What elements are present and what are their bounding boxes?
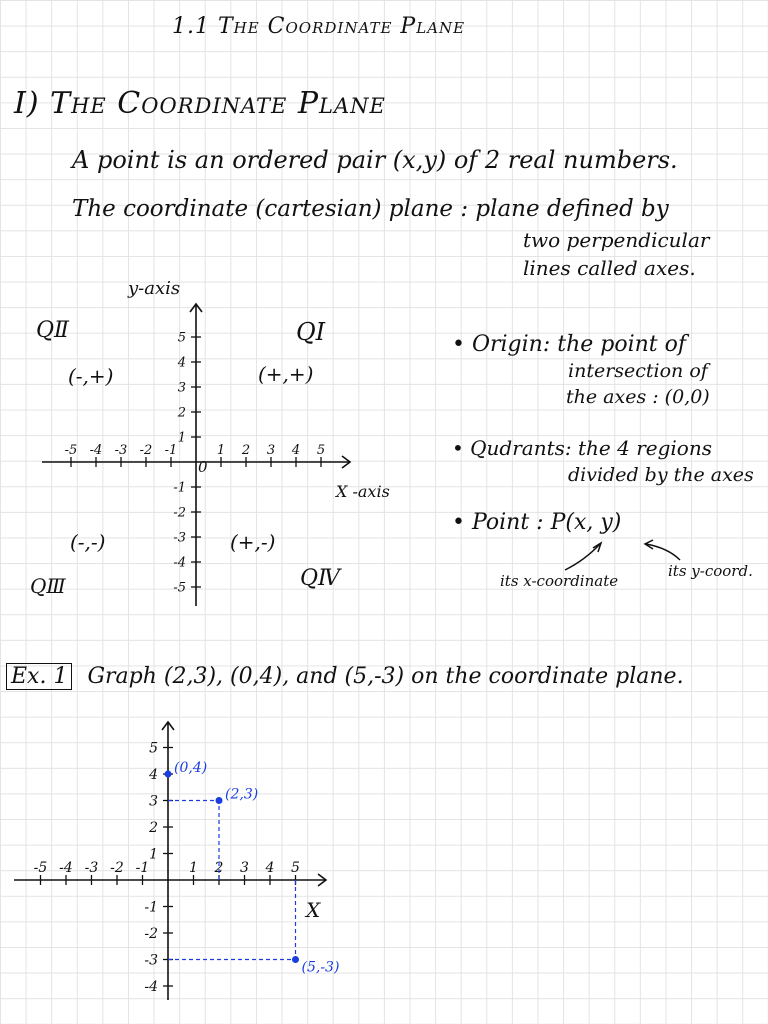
x-tick-label: -2: [110, 860, 124, 876]
y-coordinate-note: its y-coord.: [668, 562, 753, 580]
y-tick-label: 3: [177, 380, 186, 396]
x-tick-label: -1: [164, 443, 178, 458]
y-tick-label: -1: [144, 899, 158, 916]
origin-note-1: • Origin: the point of: [452, 332, 687, 357]
origin-label: 0: [198, 458, 208, 476]
y-tick-label: 2: [149, 819, 158, 836]
x-coordinate-note: its x-coordinate: [500, 572, 619, 590]
x-tick-label: 4: [265, 860, 275, 876]
quadrant-4-sign: (+,-): [230, 530, 276, 554]
x-tick-label: 4: [291, 443, 301, 458]
quadrant-3-name: QⅢ: [30, 574, 66, 598]
data-point: [165, 771, 172, 778]
quadrants-note-2: divided by the axes: [568, 464, 754, 486]
y-tick-label: 4: [149, 766, 158, 783]
y-tick-label: -4: [173, 555, 186, 571]
x-axis-label: X -axis: [336, 482, 390, 501]
x-tick-label: 3: [240, 860, 249, 876]
x-tick-label: -5: [64, 443, 78, 458]
point-note: • Point : P(x, y): [452, 510, 622, 535]
section-heading: I) The Coordinate Plane: [14, 86, 386, 121]
page-title: 1.1 The Coordinate Plane: [172, 14, 466, 39]
y-tick-label: 2: [177, 405, 186, 421]
x-tick-label: 1: [216, 443, 226, 458]
y-axis-label: y-axis: [128, 278, 181, 299]
x-tick-label: 1: [189, 860, 198, 876]
data-point-label: (2,3): [225, 786, 259, 803]
origin-note-2: intersection of: [568, 360, 708, 382]
x-tick-label: -4: [59, 860, 73, 876]
example-label: Ex. 1: [6, 663, 72, 690]
x-tick-label: -1: [135, 860, 150, 876]
x-tick-label: -3: [114, 443, 128, 458]
bullet-plane-definition: The coordinate (cartesian) plane : plane defined by: [72, 196, 669, 222]
x-tick-label: -5: [33, 860, 48, 876]
y-tick-label: -3: [144, 952, 158, 969]
x-tick-label: 2: [241, 443, 251, 458]
x-tick-label: 2: [214, 860, 224, 876]
quadrant-1-sign: (+,+): [258, 362, 314, 386]
y-tick-label: -2: [173, 505, 186, 521]
x-tick-label: 5: [316, 443, 326, 458]
origin-note-3: the axes : (0,0): [566, 386, 710, 408]
y-tick-label: 1: [149, 846, 158, 863]
quadrant-1-name: QⅠ: [296, 318, 326, 346]
data-point: [216, 797, 223, 804]
quadrant-2-name: QⅡ: [36, 318, 69, 343]
bullet-plane-cont-1: two perpendicular: [523, 228, 710, 252]
x-tick-label: -3: [84, 860, 99, 876]
x-tick-label: -2: [139, 443, 153, 458]
data-point: [292, 956, 299, 963]
data-point-label: (5,-3): [301, 959, 340, 976]
y-tick-label: -3: [173, 530, 186, 546]
y-tick-label: 1: [177, 430, 186, 446]
bullet-plane-cont-2: lines called axes.: [523, 256, 696, 280]
x-tick-label: 3: [266, 443, 276, 458]
quadrants-note-1: • Qudrants: the 4 regions: [452, 436, 712, 460]
data-point-label: (0,4): [174, 760, 208, 776]
example-x-axis-label: X: [306, 898, 321, 922]
y-tick-label: 5: [149, 740, 158, 757]
x-tick-label: -4: [89, 443, 103, 458]
quadrant-3-sign: (-,-): [70, 530, 106, 554]
y-tick-label: 4: [177, 355, 186, 371]
x-tick-label: 5: [291, 860, 300, 876]
y-tick-label: -5: [173, 580, 186, 596]
bullet-point-definition: A point is an ordered pair (x,y) of 2 real numbers.: [72, 146, 678, 174]
y-tick-label: -4: [144, 978, 158, 995]
y-tick-label: -1: [173, 480, 186, 496]
quadrant-2-sign: (-,+): [68, 364, 114, 388]
y-tick-label: 3: [149, 793, 158, 810]
example-text: Graph (2,3), (0,4), and (5,-3) on the coordinate plane.: [87, 664, 684, 689]
quadrant-4-name: QⅣ: [300, 566, 341, 591]
y-tick-label: -2: [144, 925, 158, 942]
y-tick-label: 5: [177, 330, 186, 346]
